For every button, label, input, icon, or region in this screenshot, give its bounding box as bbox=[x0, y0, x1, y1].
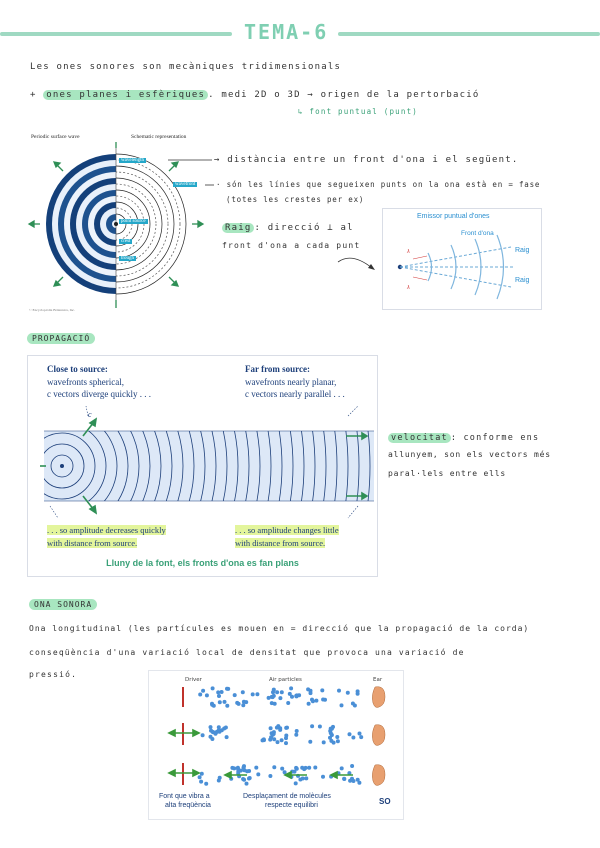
air-particle bbox=[348, 732, 352, 736]
bottom-left-2 bbox=[47, 538, 137, 548]
velocitat-tag: velocitat bbox=[388, 433, 451, 443]
intro-line-1: Les ones sonores son mecàniques tridimensionals bbox=[30, 62, 342, 72]
air-particle bbox=[241, 703, 245, 707]
air-particle bbox=[242, 764, 246, 768]
air-particle bbox=[284, 741, 288, 745]
point-emitter-figure bbox=[382, 208, 542, 310]
air-particle bbox=[205, 693, 209, 697]
air-particle bbox=[307, 702, 311, 706]
note-wavelength: → distància entre un front d'ona i el següent. bbox=[214, 155, 519, 165]
air-particle bbox=[342, 777, 346, 781]
air-particle bbox=[269, 726, 273, 730]
caption-mid-2: respecte equilibri bbox=[265, 802, 318, 809]
air-particle bbox=[272, 694, 276, 698]
air-particle bbox=[248, 776, 252, 780]
label-schematic-representation: Schematic representation bbox=[131, 134, 187, 140]
label-periodic-surface-wave: Periodic surface wave bbox=[31, 134, 80, 140]
air-particle bbox=[242, 700, 246, 704]
ona-sonora-line-2: conseqüència d'una variació local de densitat que provoca una variació de bbox=[29, 648, 465, 657]
far-line-2: c vectors nearly parallel . . . bbox=[245, 389, 345, 399]
air-particle bbox=[318, 725, 322, 729]
air-particle bbox=[225, 687, 229, 691]
air-particle bbox=[199, 780, 203, 784]
ray-label-2: Raig bbox=[515, 277, 530, 284]
air-particle bbox=[286, 701, 290, 705]
air-particles bbox=[198, 686, 364, 785]
air-particle bbox=[313, 766, 317, 770]
propagation-figure bbox=[27, 355, 378, 577]
air-particle bbox=[298, 778, 302, 782]
emitter-title: Emissor puntual d'ones bbox=[417, 213, 490, 220]
note-ray-1 bbox=[222, 223, 354, 233]
air-particle bbox=[268, 774, 272, 778]
ear-icons bbox=[372, 687, 385, 786]
bottom-right-1-text: . . . so amplitude changes little bbox=[235, 525, 339, 535]
air-particle bbox=[329, 727, 333, 731]
far-title: Far from source: bbox=[245, 364, 310, 374]
air-particle bbox=[280, 767, 284, 771]
air-particle bbox=[294, 781, 298, 785]
air-particle bbox=[280, 738, 284, 742]
emitter-front-label: Front d'ona bbox=[461, 230, 494, 237]
c-vector-label: c bbox=[88, 410, 92, 419]
air-particle bbox=[272, 688, 276, 692]
air-particle bbox=[289, 686, 293, 690]
air-particle bbox=[247, 769, 251, 773]
air-particle bbox=[337, 689, 341, 693]
bottom-right-2-text: with distance from source. bbox=[235, 538, 326, 548]
air-particle bbox=[251, 692, 255, 696]
air-particle bbox=[322, 740, 326, 744]
close-title: Close to source: bbox=[47, 364, 108, 374]
svg-text:λ: λ bbox=[407, 249, 410, 255]
air-particle bbox=[220, 690, 224, 694]
air-particle bbox=[216, 690, 220, 694]
note-wavefront-1: · són les línies que segueixen punts on la ona està en = fase bbox=[216, 180, 541, 189]
intro-rest: . medi 2D o 3D → origen de la pertorbació bbox=[208, 90, 480, 100]
ray-tag: Raig bbox=[222, 223, 254, 233]
section-ona-sonora: ONA SONORA bbox=[29, 599, 97, 610]
velocitat-line-1 bbox=[388, 433, 539, 443]
air-particle bbox=[210, 737, 214, 741]
air-particle bbox=[295, 694, 299, 698]
velocitat-text-1: : conforme ens bbox=[450, 433, 540, 443]
air-particle bbox=[218, 700, 222, 704]
air-particle bbox=[235, 701, 239, 705]
tag-crest: crest bbox=[121, 239, 131, 244]
sound-wave-figure bbox=[148, 670, 404, 820]
propagation-caption: Lluny de la font, els fronts d'ona es fan plans bbox=[106, 558, 299, 568]
air-particle bbox=[328, 736, 332, 740]
tag-trough: trough bbox=[121, 256, 135, 261]
intro-plus: + bbox=[30, 90, 37, 100]
ona-sonora-line-1: Ona longitudinal (les partícules es mouen en = direcció que la propagació de la corda) bbox=[29, 624, 530, 633]
air-particle bbox=[224, 726, 228, 730]
air-particle bbox=[278, 728, 282, 732]
air-particle bbox=[255, 692, 259, 696]
caption-mid-1: Desplaçament de molècules bbox=[243, 793, 331, 800]
air-particle bbox=[311, 699, 315, 703]
air-particle bbox=[201, 689, 205, 693]
air-particle bbox=[278, 696, 282, 700]
note-wavefront-2: (totes les crestes per ex) bbox=[226, 195, 365, 204]
caption-left-2: alta freqüència bbox=[165, 802, 211, 809]
air-particle bbox=[304, 776, 308, 780]
air-particle bbox=[233, 693, 237, 697]
air-particle bbox=[215, 730, 219, 734]
close-line-1: wavefronts spherical, bbox=[47, 377, 124, 387]
far-line-1: wavefronts nearly planar, bbox=[245, 377, 337, 387]
air-particle bbox=[242, 778, 246, 782]
air-particle bbox=[198, 775, 202, 779]
air-particle bbox=[225, 735, 229, 739]
air-particle bbox=[272, 765, 276, 769]
air-particle bbox=[280, 690, 284, 694]
air-particle bbox=[359, 735, 363, 739]
air-particle bbox=[256, 772, 260, 776]
bottom-right-2 bbox=[235, 538, 325, 548]
velocitat-line-3: paral·lels entre ells bbox=[388, 469, 506, 478]
air-particle bbox=[211, 686, 215, 690]
bottom-left-2-text: with distance from source. bbox=[47, 538, 138, 548]
section-propagacio: PROPAGACIÓ bbox=[27, 333, 95, 344]
air-particle bbox=[262, 737, 266, 741]
ray-def-1: : direcció ⊥ al bbox=[254, 223, 354, 233]
air-particle bbox=[245, 782, 249, 786]
air-particle bbox=[273, 702, 277, 706]
air-particle bbox=[340, 766, 344, 770]
air-particle bbox=[321, 698, 325, 702]
air-particle bbox=[336, 739, 340, 743]
air-particle bbox=[217, 694, 221, 698]
air-particle bbox=[314, 699, 318, 703]
close-line-2: c vectors diverge quickly . . . bbox=[47, 389, 152, 399]
air-particle bbox=[294, 766, 298, 770]
caption-left-1: Font que vibra a bbox=[159, 793, 210, 800]
air-particle bbox=[351, 702, 355, 706]
air-particle bbox=[209, 725, 213, 729]
intro-highlight: ones planes i esfèriques bbox=[43, 90, 208, 100]
tag-point-source: point source bbox=[121, 219, 146, 224]
air-particle bbox=[340, 703, 344, 707]
air-particle bbox=[356, 778, 360, 782]
tag-wavefront: wavefront bbox=[175, 182, 196, 187]
caption-right: SO bbox=[379, 797, 391, 806]
air-particle bbox=[350, 764, 354, 768]
air-particle bbox=[204, 782, 208, 786]
ray-label-1: Raig bbox=[515, 247, 530, 254]
air-particle bbox=[358, 732, 362, 736]
air-particle bbox=[241, 690, 245, 694]
air-particle bbox=[346, 691, 350, 695]
air-particle bbox=[348, 779, 352, 783]
col-ear: Ear bbox=[373, 677, 383, 683]
bottom-right-1 bbox=[235, 525, 339, 535]
figure-credit: © Encyclopædia Britannica, Inc. bbox=[29, 308, 75, 312]
air-particle bbox=[335, 735, 339, 739]
air-particle bbox=[288, 692, 292, 696]
bottom-left-1-text: . . . so amplitude decreases quickly bbox=[47, 525, 166, 535]
emitter-diagram bbox=[383, 209, 541, 309]
air-particle bbox=[236, 766, 240, 770]
ona-sonora-line-3: pressió. bbox=[29, 670, 78, 679]
velocitat-line-2: allunyem, son els vectors més bbox=[388, 450, 551, 459]
intro-line-3: ↳ font puntual (punt) bbox=[298, 107, 419, 116]
air-particle bbox=[201, 733, 205, 737]
col-driver: Driver bbox=[185, 677, 202, 683]
air-particle bbox=[269, 735, 273, 739]
svg-text:λ: λ bbox=[407, 285, 410, 291]
air-particle bbox=[225, 704, 229, 708]
air-particle bbox=[212, 704, 216, 708]
air-particle bbox=[352, 779, 356, 783]
air-particle bbox=[200, 772, 204, 776]
air-particle bbox=[356, 692, 360, 696]
air-particle bbox=[276, 740, 280, 744]
air-particle bbox=[332, 741, 336, 745]
air-particle bbox=[285, 726, 289, 730]
air-particle bbox=[232, 766, 236, 770]
air-particle bbox=[321, 775, 325, 779]
air-particle bbox=[217, 779, 221, 783]
bottom-left-1 bbox=[47, 525, 166, 535]
air-particle bbox=[308, 740, 312, 744]
air-particle bbox=[254, 766, 258, 770]
air-particle bbox=[295, 729, 299, 733]
air-particle bbox=[276, 724, 280, 728]
air-particle bbox=[294, 733, 298, 737]
air-particle bbox=[351, 736, 355, 740]
air-particle bbox=[307, 766, 311, 770]
air-particle bbox=[275, 690, 279, 694]
displacement-arrows bbox=[169, 730, 353, 778]
air-particle bbox=[309, 691, 313, 695]
tag-wavelength: wavelength bbox=[121, 158, 145, 163]
air-particle bbox=[284, 736, 288, 740]
air-particle bbox=[211, 730, 215, 734]
air-particle bbox=[198, 693, 202, 697]
page-title: TEMA-6 bbox=[244, 20, 329, 44]
col-air-particles: Air particles bbox=[269, 677, 302, 683]
air-particle bbox=[320, 688, 324, 692]
air-particle bbox=[300, 766, 304, 770]
note-ray-2: front d'ona a cada punt bbox=[222, 241, 361, 250]
air-particle bbox=[310, 724, 314, 728]
air-particle bbox=[223, 700, 227, 704]
